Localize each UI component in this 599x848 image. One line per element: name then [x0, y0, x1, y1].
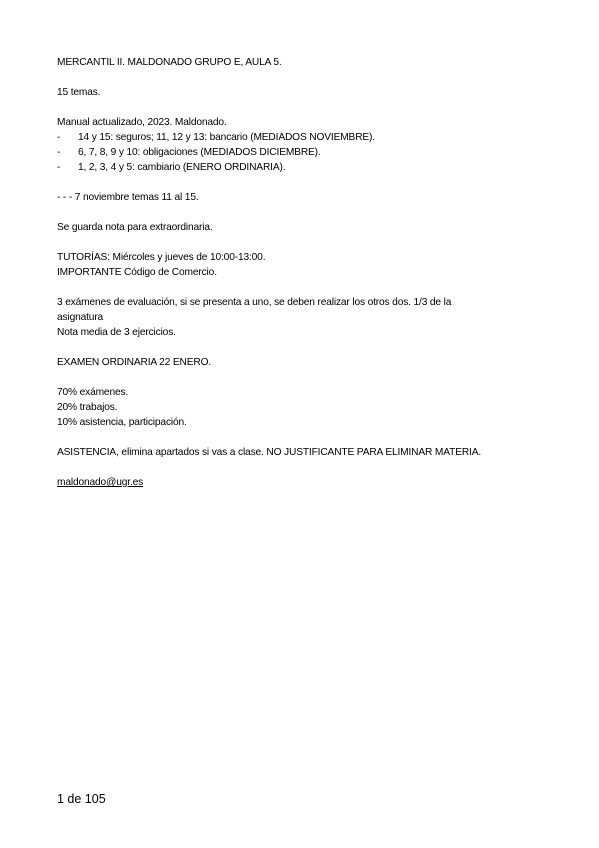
manual-line: Manual actualizado, 2023. Maldonado.	[57, 117, 227, 128]
bullet-marker: -	[57, 132, 61, 143]
exam-date: EXAMEN ORDINARIA 22 ENERO.	[57, 357, 212, 368]
email-line	[57, 476, 143, 489]
schedule-note: - - - 7 noviembre temas 11 al 15.	[57, 192, 199, 203]
exams-note-line-2: asignatura	[57, 312, 104, 323]
weight-attendance: 10% asistencia, participación.	[57, 417, 187, 428]
bullet-marker: -	[57, 147, 61, 158]
topics-count: 15 temas.	[57, 87, 101, 98]
list-item-text: 1, 2, 3, 4 y 5: cambiario (ENERO ORDINARIA).	[78, 162, 286, 173]
tutoring-hours: TUTORÍAS: Miércoles y jueves de 10:00-13:00.	[57, 252, 266, 263]
bullet-marker: -	[57, 162, 61, 173]
weight-exams: 70% exámenes.	[57, 387, 129, 398]
exams-note-line-1: 3 exámenes de evaluación, si se presenta a uno, se deben realizar los otros dos. 1/3 de la	[57, 297, 452, 308]
page-number: 1 de 105	[57, 792, 106, 806]
list-item-text: 6, 7, 8, 9 y 10: obligaciones (MEDIADOS DICIEMBRE).	[78, 147, 321, 158]
average-note: Nota media de 3 ejercicios.	[57, 327, 176, 338]
email-link[interactable]: maldonado@ugr.es	[57, 477, 144, 488]
list-item-text: 14 y 15: seguros; 11, 12 y 13: bancario (MEDIADOS NOVIEMBRE).	[78, 132, 375, 143]
important-note: IMPORTANTE Código de Comercio.	[57, 267, 217, 278]
attendance-note: ASISTENCIA, elimina apartados si vas a clase. NO JUSTIFICANTE PARA ELIMINAR MATERIA.	[57, 447, 482, 458]
weight-assignments: 20% trabajos.	[57, 402, 118, 413]
grade-note: Se guarda nota para extraordinaria.	[57, 222, 213, 233]
course-title: MERCANTIL II. MALDONADO GRUPO E, AULA 5.	[57, 57, 282, 68]
